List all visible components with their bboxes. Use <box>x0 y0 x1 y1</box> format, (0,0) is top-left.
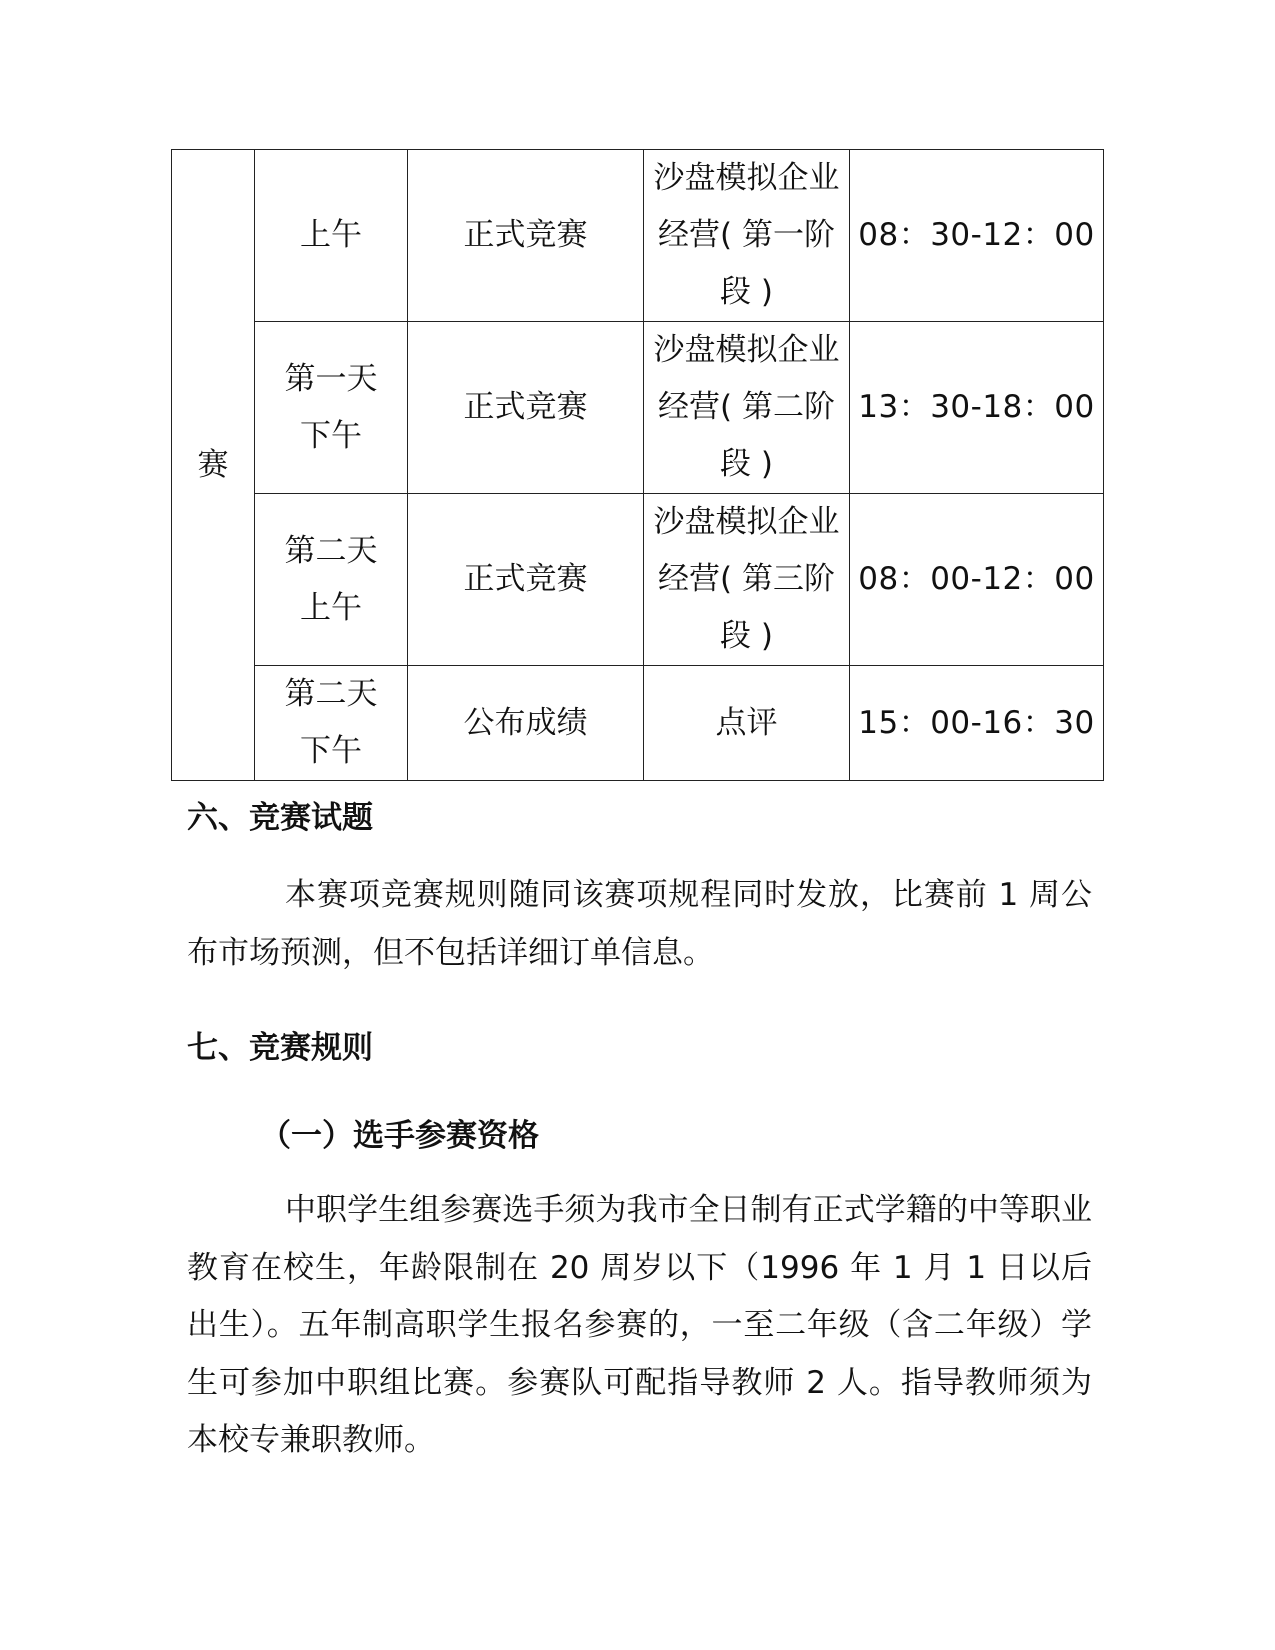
content-cell <box>644 322 850 494</box>
section7-heading: 七、竞赛规则 <box>187 1030 373 1066</box>
table-row <box>172 666 1104 781</box>
section7-sub1-heading: （一）选手参赛资格 <box>260 1118 539 1154</box>
content-cell <box>644 150 850 322</box>
type-cell: 正式竞赛 <box>408 322 644 494</box>
content-cell <box>644 666 850 781</box>
type-cell: 正式竞赛 <box>408 150 644 322</box>
period-cell <box>255 494 408 666</box>
content-text: 沙盘模拟企业经营( 第二阶段 ) <box>653 332 840 482</box>
time-cell: 08：00-12：00 <box>850 494 1104 666</box>
period-cell <box>255 322 408 494</box>
content-text: 点评 <box>715 704 778 741</box>
period-cell: 上午 <box>255 150 408 322</box>
period-text: 第一天下午 <box>284 360 378 454</box>
stage-cell: 赛 <box>172 150 255 781</box>
period-text: 第二天上午 <box>284 532 378 626</box>
time-cell: 13：30-18：00 <box>850 322 1104 494</box>
table-row <box>172 322 1104 494</box>
schedule-table <box>171 149 1104 781</box>
section6-paragraph: 本赛项竞赛规则随同该赛项规程同时发放，比赛前 1 周公布市场预测，但不包括详细订单信息。 <box>187 877 1092 971</box>
time-cell: 15：00-16：30 <box>850 666 1104 781</box>
period-cell <box>255 666 408 781</box>
content-text: 沙盘模拟企业经营( 第一阶段 ) <box>653 160 840 310</box>
section6-heading: 六、竞赛试题 <box>187 800 373 836</box>
section7-sub1-paragraph: 中职学生组参赛选手须为我市全日制有正式学籍的中等职业教育在校生，年龄限制在 20 周岁以下（1996 年 1 月 1 日以后出生）。五年制高职学生报名参赛的，一至二年级（含二年级）学生可参加中职组比赛。参赛队可配指导教师 2 人。指导教师须为本校专兼职教师。 <box>187 1192 1092 1458</box>
period-text: 第二天下午 <box>284 676 378 769</box>
table-row <box>172 150 1104 322</box>
time-cell: 08：30-12：00 <box>850 150 1104 322</box>
content-cell <box>644 494 850 666</box>
table-row <box>172 494 1104 666</box>
type-cell: 公布成绩 <box>408 666 644 781</box>
type-cell: 正式竞赛 <box>408 494 644 666</box>
content-text: 沙盘模拟企业经营( 第三阶段 ) <box>653 504 840 654</box>
